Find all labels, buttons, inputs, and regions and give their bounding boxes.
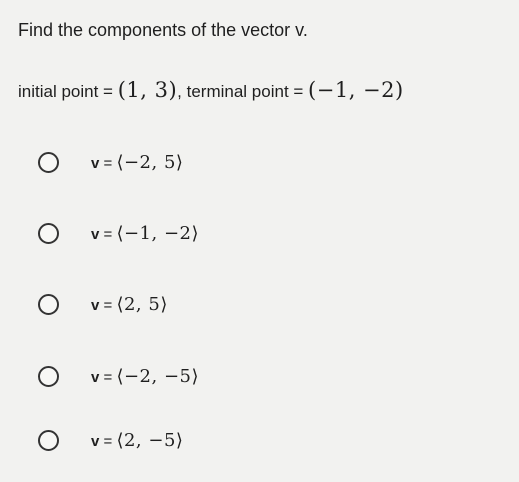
equals-sign: = <box>99 297 117 314</box>
radio-button[interactable] <box>38 223 59 244</box>
radio-button[interactable] <box>38 430 59 451</box>
option-label <box>91 223 199 244</box>
terminal-point-label: , terminal point = <box>177 82 309 101</box>
option-label <box>91 294 168 315</box>
radio-button[interactable] <box>38 152 59 173</box>
answer-option-2[interactable] <box>38 223 199 244</box>
equals-sign: = <box>99 226 117 243</box>
option-label <box>91 430 183 451</box>
equals-sign: = <box>99 155 117 172</box>
option-label <box>91 366 199 387</box>
answer-option-3[interactable] <box>38 294 168 315</box>
radio-button[interactable] <box>38 294 59 315</box>
question-prompt: Find the components of the vector v. <box>18 20 308 40</box>
terminal-point-value: (−1, −2) <box>308 78 404 102</box>
option-value: ⟨−2, 5⟩ <box>116 152 184 173</box>
initial-point-value: (1, 3) <box>117 78 178 102</box>
option-value: ⟨−2, −5⟩ <box>116 366 200 387</box>
given-points <box>18 78 404 102</box>
vector-symbol: v <box>91 433 100 450</box>
option-value: ⟨2, 5⟩ <box>116 294 168 315</box>
vector-symbol: v <box>91 369 100 386</box>
option-value: ⟨−1, −2⟩ <box>116 223 200 244</box>
radio-button[interactable] <box>38 366 59 387</box>
equals-sign: = <box>99 433 117 450</box>
option-label <box>91 152 183 173</box>
equals-sign: = <box>99 369 117 386</box>
vector-symbol: v <box>91 297 100 314</box>
vector-symbol: v <box>91 155 100 172</box>
answer-option-5[interactable] <box>38 430 183 451</box>
answer-option-1[interactable] <box>38 152 183 173</box>
vector-symbol: v <box>91 226 100 243</box>
option-value: ⟨2, −5⟩ <box>116 430 184 451</box>
initial-point-label: initial point = <box>18 82 118 101</box>
answer-option-4[interactable] <box>38 366 199 387</box>
